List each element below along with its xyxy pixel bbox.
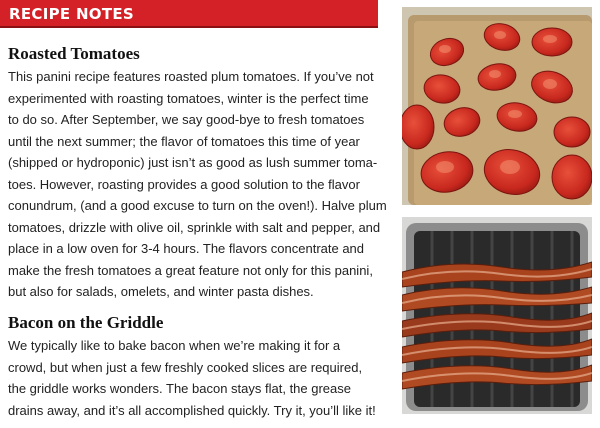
paragraph-line: until the next summer; the flavor of tomatoes this time of year [8,133,360,149]
paragraph-line: place in a low oven for 3-4 hours. The flavors concentrate and [8,241,365,256]
paragraph-line: drains away, and it’s all accomplished quickly. Try it, you’ll like it! [8,402,376,418]
section-banner: RECIPE NOTES [0,0,378,28]
paragraph-bacon-griddle [8,335,388,421]
paragraph-line: crowd, but when just a few freshly cooked slices are required, [8,359,363,375]
paragraph-line: to do so. After September, we say good-bye to fresh tomatoes [8,112,365,127]
heading-roasted-tomatoes: Roasted Tomatoes [8,44,140,63]
roasted-tomatoes-photo [402,7,592,205]
paragraph-line: but also for salads, omelets, and winter pasta dishes. [8,284,314,299]
paragraph-line: experimented with roasting tomatoes, winter is the perfect time [8,90,369,106]
paragraph-line: the griddle works wonders. The bacon stays flat, the grease [8,381,352,396]
paragraph-line: We typically like to bake bacon when we’re making it for a [8,338,341,353]
paragraph-line: tomatoes, drizzle with olive oil, sprinkle with salt and pepper, and [8,219,381,235]
bacon-griddle-photo [402,217,592,414]
paragraph-line: toes. However, roasting provides a good solution to the flavor [8,176,360,192]
paragraph-line: conundrum, (and a good excuse to turn on the oven!). Halve plum [8,198,387,213]
paragraph-roasted-tomatoes [8,66,388,303]
heading-bacon-griddle: Bacon on the Griddle [8,313,164,332]
paragraph-line: This panini recipe features roasted plum tomatoes. If you’ve not [8,69,374,84]
paragraph-line: (shipped or hydroponic) just isn’t as good as lush summer toma- [8,155,378,170]
paragraph-line: make the fresh tomatoes a great feature not only for this panini, [8,262,373,278]
